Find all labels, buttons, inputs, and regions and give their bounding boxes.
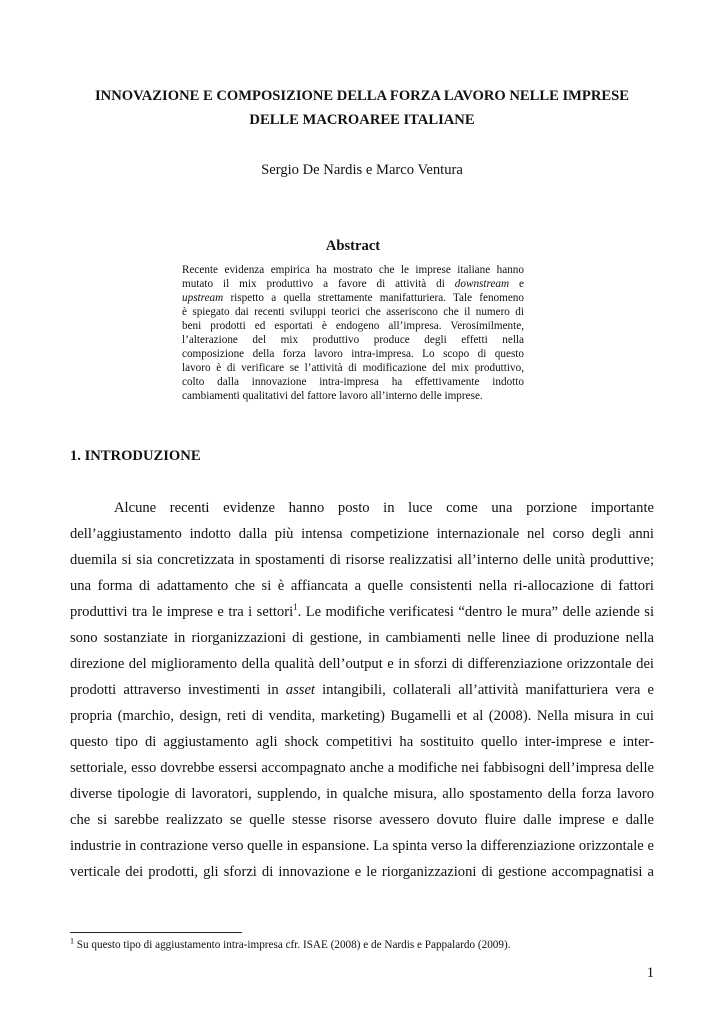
- footnote-marker: 1: [70, 936, 74, 946]
- body-line: [70, 599, 654, 625]
- abstract-line: [182, 291, 524, 305]
- abstract-line: [182, 277, 524, 291]
- section-heading: 1. INTRODUZIONE: [70, 448, 201, 464]
- body-line: che si sarebbe realizzato se quelle stesse risorse avessero dovuto fluire dalle imprese e dalle: [70, 812, 654, 828]
- abstract-text: [182, 263, 524, 403]
- body-line: direzione del miglioramento della qualità dell’output e in sforzi di differenziazione orizzontale dei: [70, 656, 654, 672]
- body-line: Alcune recenti evidenze hanno posto in luce come una porzione importante: [114, 500, 654, 516]
- abstract-text-fragment: rispetto a quella strettamente manifatturiera. Tale fenomeno: [223, 292, 524, 304]
- abstract-line: composizione della forza lavoro intra-impresa. Lo scopo di questo: [182, 348, 524, 360]
- abstract-term-upstream: upstream: [182, 292, 224, 304]
- body-line: diverse tipologie di lavoratori, supplendo, in qualche misura, allo spostamento della forza lavoro: [70, 786, 654, 802]
- abstract-heading: Abstract: [325, 238, 381, 254]
- abstract-line: lavoro è di verificare se l’attività di modificazione del mix produttivo,: [182, 362, 524, 374]
- body-line: duemila si sia concretizzata in spostamenti di risorse realizzatisi all’interno delle unità produttive;: [70, 552, 654, 568]
- body-line: settoriale, esso dovrebbe essersi accompagnato anche a modifiche nei fabbisogni dell’impresa delle: [70, 760, 654, 776]
- body-line: industrie in contrazione verso quelle in espansione. La spinta verso la differenziazione orizzontale e: [70, 838, 654, 854]
- abstract-line: beni prodotti ed esportati è endogeno all’impresa. Verosimilmente,: [182, 320, 524, 332]
- abstract-text-fragment: e: [509, 278, 525, 290]
- footnote-divider: [70, 932, 242, 933]
- body-line: dell’aggiustamento indotto dalla più intensa competizione internazionale nel corso degli anni: [70, 526, 654, 542]
- body-line: [70, 677, 654, 703]
- body-line: propria (marchio, design, reti di vendita, marketing) Bugamelli et al (2008). Nella misura in cui: [70, 708, 654, 724]
- page-number: 1: [646, 965, 654, 981]
- title-line-1: INNOVAZIONE E COMPOSIZIONE DELLA FORZA LAVORO NELLE IMPRESE: [95, 88, 629, 104]
- body-line: una forma di adattamento che si è affiancata a quelle consistenti nella ri-allocazione di fattori: [70, 578, 654, 594]
- body-line: sono sostanziate in riorganizzazioni di gestione, in cambiamenti nelle linee di produzione nella: [70, 630, 654, 646]
- body-text-fragment: produttivi tra le imprese e tra i settori: [70, 604, 294, 620]
- paper-title: [70, 84, 654, 132]
- body-text-fragment: intangibili, collaterali all’attività manifatturiera vera e: [314, 682, 654, 698]
- abstract-line: cambiamenti qualitativi del fattore lavoro all’interno delle imprese.: [182, 390, 483, 402]
- abstract-line: colto dalla innovazione intra-impresa ha effettivamente indotto: [182, 376, 524, 388]
- footnote-reference[interactable]: 1: [293, 602, 298, 613]
- authors: Sergio De Nardis e Marco Ventura: [261, 162, 463, 178]
- footnote: [70, 937, 654, 953]
- abstract-text-fragment: mutato il mix produttivo a favore di attività di: [182, 278, 455, 290]
- body-line: questo tipo di aggiustamento agli shock competitivi ha sostituito quello inter-imprese e inter-: [70, 734, 654, 750]
- footnote-text: Su questo tipo di aggiustamento intra-impresa cfr. ISAE (2008) e de Nardis e Pappalardo (2009).: [74, 939, 511, 951]
- body-text-fragment: . Le modifiche verificatesi “dentro le mura” delle aziende si: [297, 604, 654, 620]
- body-line: verticale dei prodotti, gli sforzi di innovazione e le riorganizzazioni di gestione accompagnatisi a: [70, 864, 654, 880]
- body-text-fragment: prodotti attraverso investimenti in: [70, 682, 286, 698]
- abstract-line: è spiegato dai recenti sviluppi teorici che asseriscono che il numero di: [182, 306, 524, 318]
- abstract-line: Recente evidenza empirica ha mostrato che le imprese italiane hanno: [182, 264, 524, 276]
- body-term-asset: asset: [285, 682, 315, 698]
- section-body: [70, 495, 654, 885]
- title-line-2: DELLE MACROAREE ITALIANE: [249, 112, 475, 128]
- abstract-line: l’alterazione del mix produttivo produce degli effetti nella: [182, 334, 524, 346]
- abstract-term-downstream: downstream: [454, 278, 510, 290]
